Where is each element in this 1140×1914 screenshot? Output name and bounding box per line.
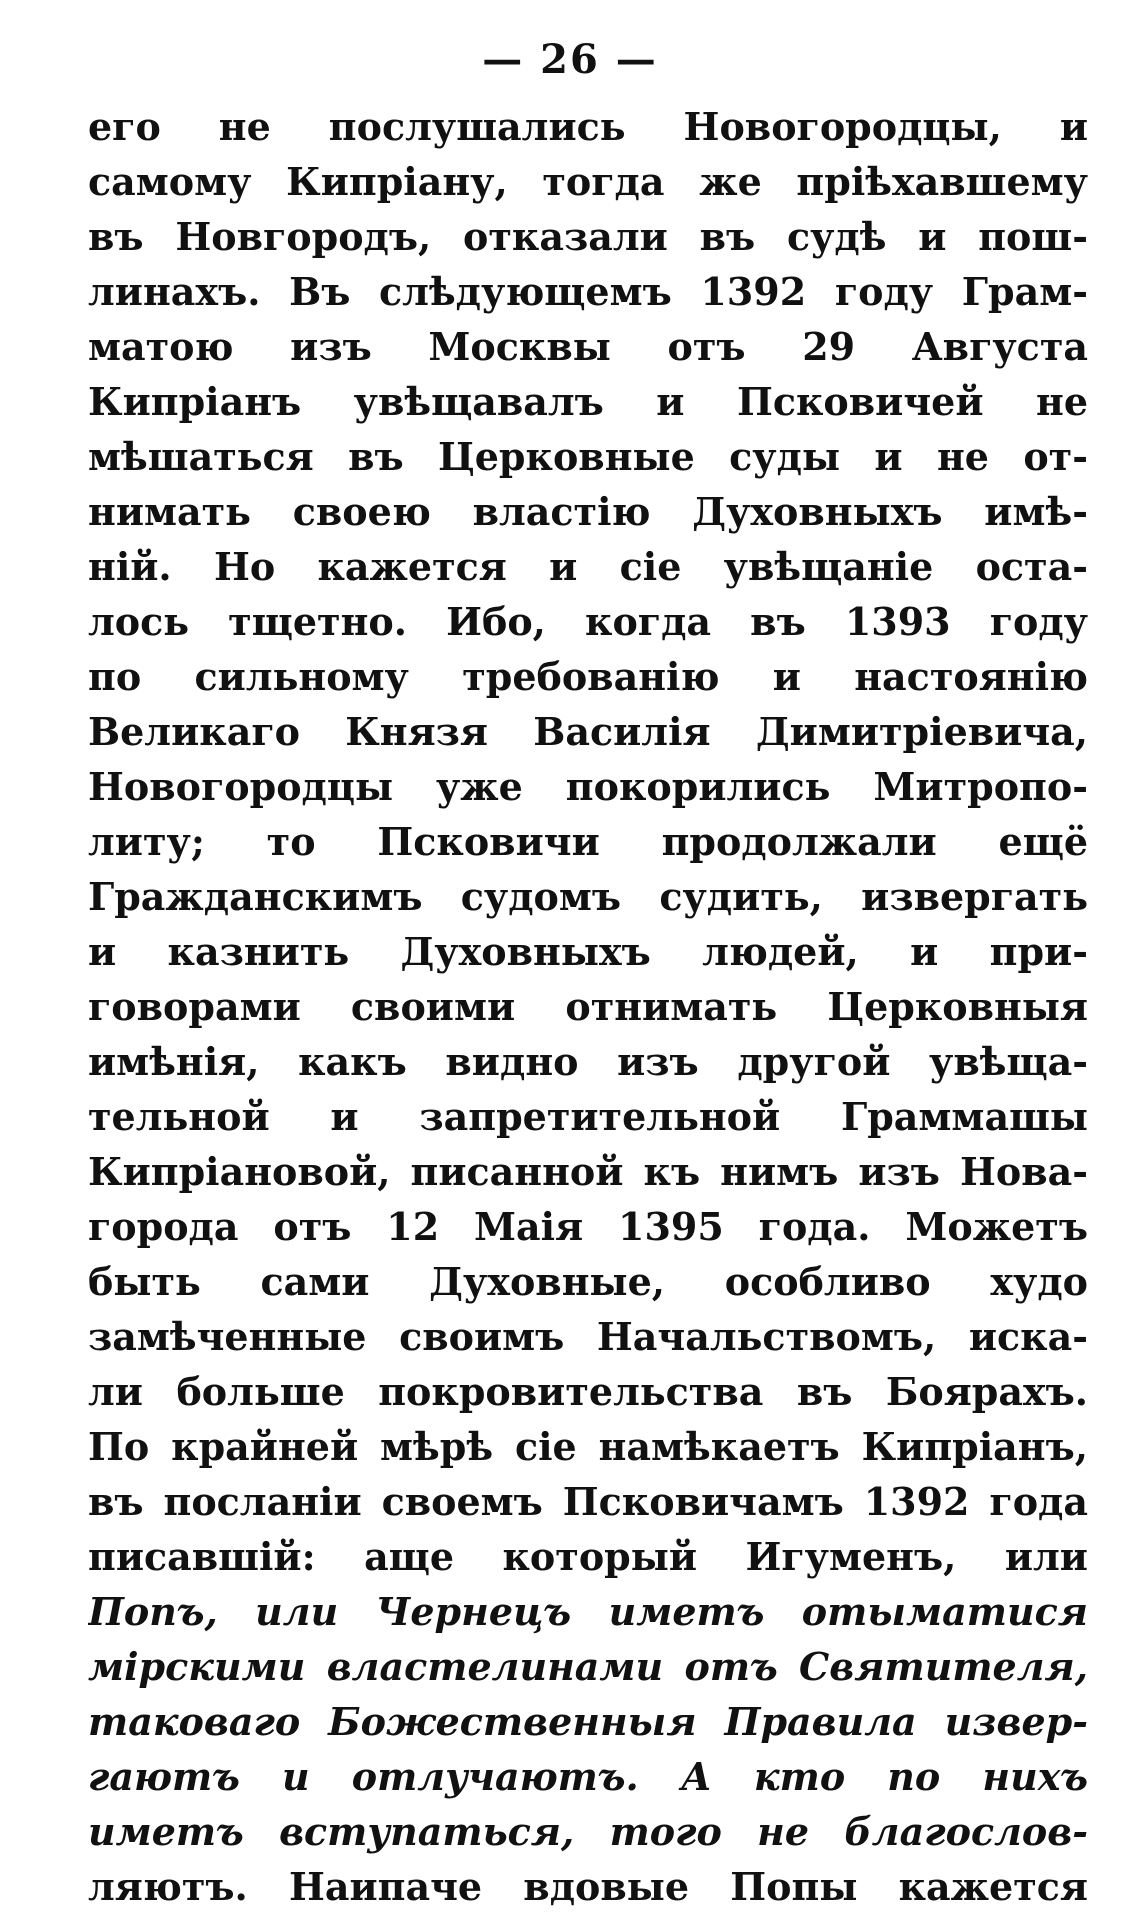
text-line: По крайней мѣрѣ сіе намѣкаетъ Кипріанъ, xyxy=(88,1424,1088,1469)
text-line: ли больше покровительства въ Боярахъ. xyxy=(88,1369,1088,1414)
text-line: Кипріановой, писанной къ нимъ изъ Нова- xyxy=(88,1149,1088,1194)
text-line: имѣнія, какъ видно изъ другой увѣща- xyxy=(88,1039,1088,1084)
page-number-header: — 26 — xyxy=(482,36,658,83)
page-text-body xyxy=(88,99,1088,1914)
text-line: Великаго Князя Василія Димитріевича, xyxy=(88,709,1088,754)
text-line: по сильному требованію и настоянію xyxy=(88,654,1088,699)
text-line-italic: таковаго Божественныя Правила извер- xyxy=(88,1699,1088,1744)
text-line: Кипріанъ увѣщавалъ и Псковичей не xyxy=(88,379,1088,424)
text-line: города отъ 12 Маія 1395 года. Можетъ xyxy=(88,1204,1088,1249)
text-line: и казнить Духовныхъ людей, и при- xyxy=(88,929,1088,974)
text-line: Гражданскимъ судомъ судить, извергать xyxy=(88,874,1088,919)
text-line: самому Кипріану, тогда же пріѣхавшему xyxy=(88,159,1088,204)
text-line: матою изъ Москвы отъ 29 Августа xyxy=(88,324,1088,369)
text-line: мѣшаться въ Церковные суды и не от- xyxy=(88,434,1088,479)
text-line: ній. Но кажется и сіе увѣщаніе оста- xyxy=(88,544,1088,589)
text-line: быть сами Духовные, особливо худо xyxy=(88,1259,1088,1304)
text-line-italic: гаютъ и отлучаютъ. А кто по нихъ xyxy=(88,1754,1088,1799)
text-line: ляютъ. Наипаче вдовые Попы кажется xyxy=(88,1864,1088,1909)
text-line: нимать своею властію Духовныхъ имѣ- xyxy=(88,489,1088,534)
text-line: лось тщетно. Ибо, когда въ 1393 году xyxy=(88,599,1088,644)
text-line: замѣченные своимъ Начальствомъ, иска- xyxy=(88,1314,1088,1359)
text-line-italic: мірскими властелинами отъ Святителя, xyxy=(88,1644,1088,1689)
text-line: тельной и запретительной Граммашы xyxy=(88,1094,1088,1139)
text-line: въ посланіи своемъ Псковичамъ 1392 года xyxy=(88,1479,1088,1524)
text-line: говорами своими отнимать Церковныя xyxy=(88,984,1088,1029)
text-line: въ Новгородъ, отказали въ судѣ и пош- xyxy=(88,214,1088,259)
text-line: писавшій: аще который Игуменъ, или xyxy=(88,1534,1088,1579)
text-line: литу; то Псковичи продолжали ещё xyxy=(88,819,1088,864)
text-line-italic: Попъ, или Чернецъ иметъ отыматися xyxy=(88,1589,1088,1634)
text-line-italic: иметъ вступаться, того не благослов- xyxy=(88,1809,1088,1854)
text-line: линахъ. Въ слѣдующемъ 1392 году Грам- xyxy=(88,269,1088,314)
text-line: Новогородцы уже покорились Митропо- xyxy=(88,764,1088,809)
text-line: его не послушались Новогородцы, и xyxy=(88,104,1088,149)
